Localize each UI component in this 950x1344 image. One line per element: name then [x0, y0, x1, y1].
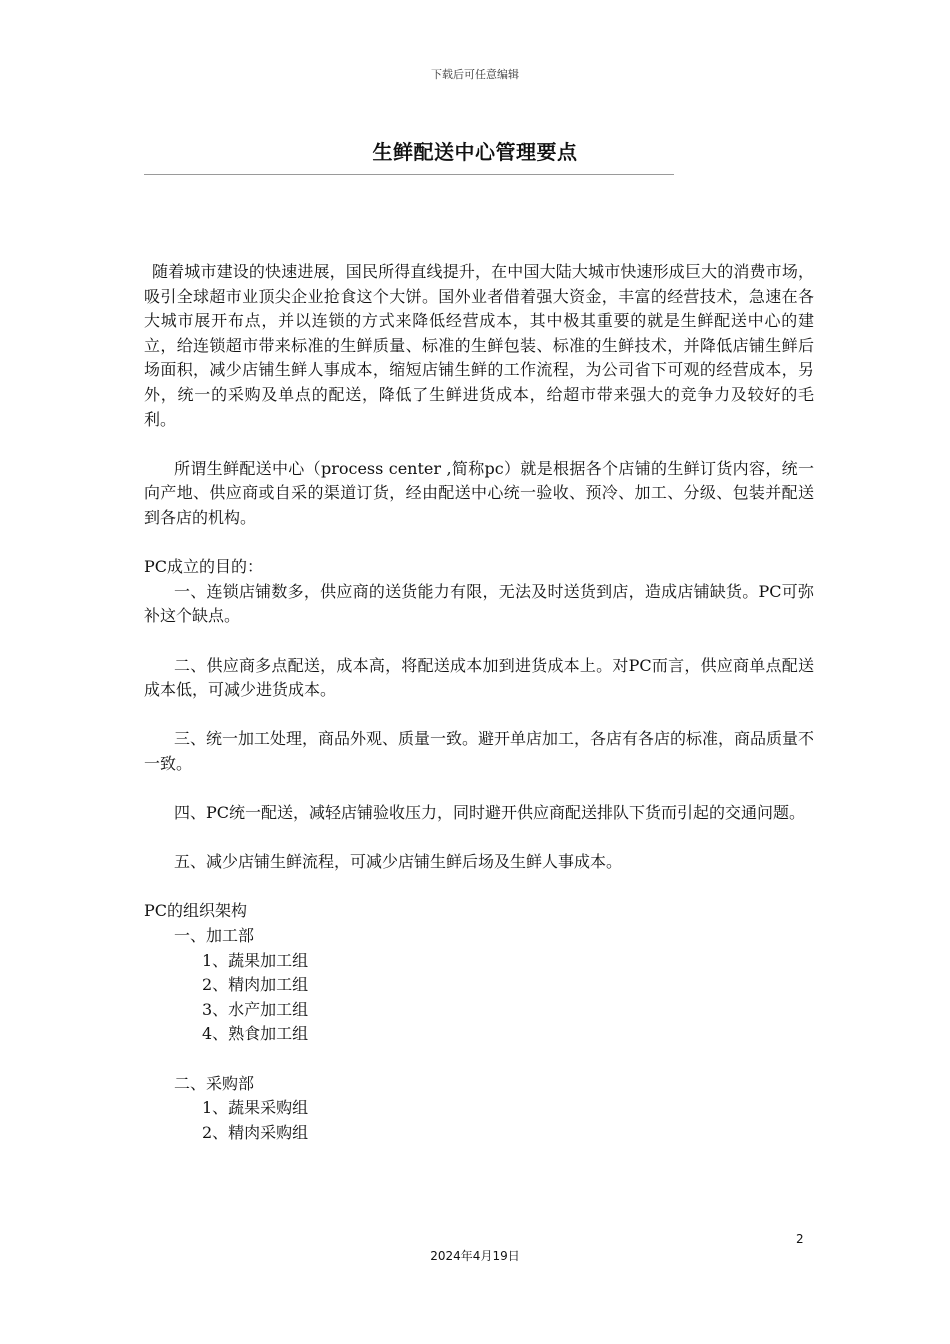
- document-body: [144, 260, 814, 1145]
- spacer: [144, 629, 814, 654]
- group-item: 4、熟食加工组: [202, 1024, 309, 1044]
- spacer: [144, 531, 814, 556]
- footer-date: 2024年4月19日: [430, 1249, 520, 1263]
- spacer: [144, 703, 814, 728]
- purpose-item: 三、统一加工处理，商品外观、质量一致。避开单店加工，各店有各店的标准，商品质量不一致。: [144, 729, 815, 773]
- org-heading: PC的组织架构: [144, 901, 248, 921]
- spacer: [144, 1047, 814, 1072]
- department-item: 二、采购部: [174, 1073, 255, 1093]
- group-item: 1、蔬果采购组: [202, 1098, 309, 1118]
- definition-paragraph: 所谓生鲜配送中心（process center ,简称pc）就是根据各个店铺的生鲜订货内容，统一向产地、供应商或自采的渠道订货，经由配送中心统一验收、预冷、加工、分级、包装并配送到各店的机构。: [144, 458, 814, 527]
- department-item: 一、加工部: [174, 926, 255, 946]
- group-item: 1、蔬果加工组: [202, 950, 309, 970]
- intro-paragraph: 随着城市建设的快速进展，国民所得直线提升，在中国大陆大城市快速形成巨大的消费市场，吸引全球超市业顶尖企业抢食这个大饼。国外业者借着强大资金，丰富的经营技术，急速在各大城市展开布点，并以连锁的方式来降低经营成本，其中极其重要的就是生鲜配送中心的建立，给连锁超市带来标准的生鲜质量、标准的生鲜包装、标准的生鲜技术，并降低店铺生鲜后场面积，减少店铺生鲜人事成本，缩短店铺生鲜的工作流程，为公司省下可观的经营成本，另外，统一的采购及单点的配送，降低了生鲜进货成本，给超市带来强大的竞争力及较好的毛利。: [144, 262, 814, 429]
- header-note: 下载后可任意编辑: [431, 68, 519, 81]
- spacer: [144, 826, 814, 851]
- page-title: 生鲜配送中心管理要点: [372, 140, 578, 164]
- spacer: [144, 432, 814, 457]
- group-item: 2、精肉加工组: [202, 975, 309, 995]
- spacer: [144, 875, 814, 900]
- group-item: 2、精肉采购组: [202, 1122, 309, 1142]
- spacer: [144, 776, 814, 801]
- page-number: 2: [796, 1232, 804, 1246]
- purpose-item: 五、减少店铺生鲜流程，可减少店铺生鲜后场及生鲜人事成本。: [174, 852, 623, 872]
- purpose-item: 四、PC统一配送，减轻店铺验收压力，同时避开供应商配送排队下货而引起的交通问题。: [174, 803, 806, 823]
- group-item: 3、水产加工组: [202, 999, 309, 1019]
- purpose-heading: PC成立的目的：: [144, 557, 264, 577]
- purpose-item: 二、供应商多点配送，成本高，将配送成本加到进货成本上。对PC而言，供应商单点配送成本低，可减少进货成本。: [144, 655, 814, 700]
- title-divider: [144, 174, 674, 175]
- purpose-item: 一、连锁店铺数多，供应商的送货能力有限，无法及时送货到店，造成店铺缺货。PC可弥补这个缺点。: [144, 581, 814, 626]
